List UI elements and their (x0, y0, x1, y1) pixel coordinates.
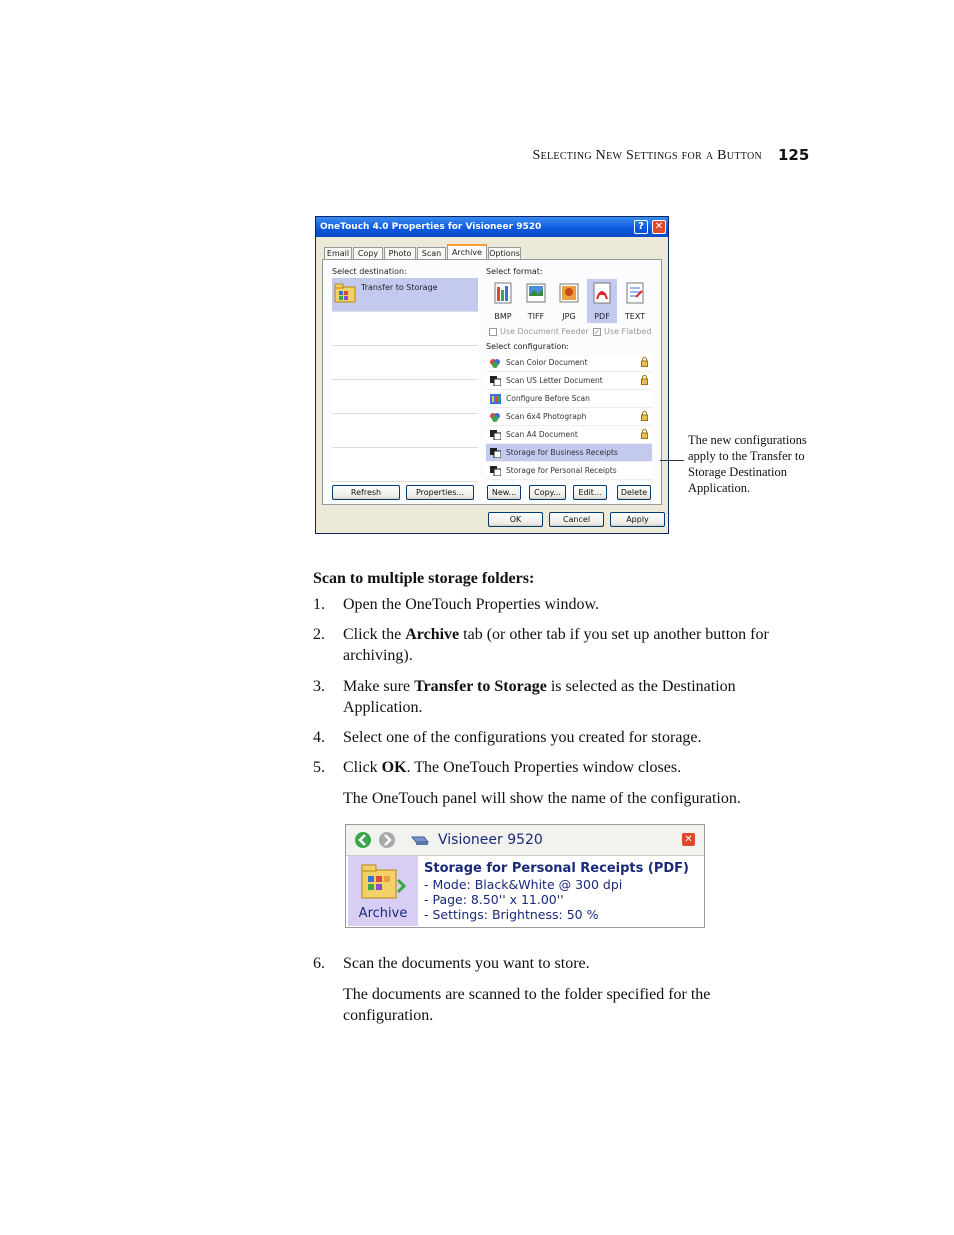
config-item-label: Scan Color Document (506, 358, 588, 367)
bw-document-icon (490, 466, 501, 476)
step-text: Click OK. The OneTouch Properties window closes. (343, 759, 682, 776)
step-text-continued: Application. (343, 699, 423, 716)
back-arrow-icon[interactable] (354, 831, 372, 849)
tab-copy[interactable]: Copy (353, 247, 383, 259)
format-text[interactable] (620, 279, 650, 323)
format-bmp[interactable] (488, 279, 518, 323)
panel-close-button[interactable]: ✕ (682, 833, 695, 846)
properties-dialog (315, 216, 669, 534)
help-button[interactable]: ? (634, 220, 648, 234)
step-number: 5. (313, 759, 325, 776)
format-label: JPG (562, 312, 576, 321)
copy-button[interactable]: Copy... (529, 485, 566, 500)
callout-line: The new configurations (688, 433, 807, 447)
ok-button[interactable]: OK (488, 512, 543, 527)
format-tiff[interactable] (521, 279, 551, 323)
config-item[interactable] (486, 372, 652, 390)
bw-document-icon (490, 376, 501, 386)
config-item-label: Storage for Personal Receipts (506, 466, 617, 475)
delete-button[interactable]: Delete (617, 485, 651, 500)
callout-leader-line (660, 460, 684, 461)
select-format-label: Select format: (486, 267, 543, 276)
step-text: Make sure Transfer to Storage is selected as the Destination (343, 678, 736, 695)
onetouch-panel (345, 824, 705, 928)
callout-line: apply to the Transfer to (688, 449, 805, 463)
destination-empty-row (332, 448, 478, 482)
destination-empty-row (332, 312, 478, 346)
configure-scan-icon (490, 394, 501, 404)
tab-options[interactable]: Options (489, 249, 520, 258)
destination-list (332, 278, 480, 483)
panel-setting-line: - Page: 8.50'' x 11.00'' (424, 892, 564, 907)
config-item-label: Configure Before Scan (506, 394, 590, 403)
destination-empty-row (332, 346, 478, 380)
jpg-format-icon (558, 281, 580, 305)
closing-text-line: The documents are scanned to the folder specified for the (343, 986, 711, 1003)
panel-toolbar (346, 825, 704, 856)
destination-item-label: Transfer to Storage (361, 283, 438, 292)
config-item[interactable] (486, 462, 652, 480)
cancel-button[interactable]: Cancel (549, 512, 604, 527)
select-destination-label: Select destination: (332, 267, 407, 276)
step-number: 6. (313, 955, 325, 972)
archive-button-label: Archive (358, 906, 408, 921)
tab-archive[interactable]: Archive (447, 244, 487, 260)
dialog-title-bar (316, 217, 668, 237)
closing-text-line: configuration. (343, 1007, 434, 1024)
config-item[interactable] (486, 426, 652, 444)
config-item[interactable] (486, 390, 652, 408)
format-label: BMP (494, 312, 512, 321)
bw-document-icon (490, 430, 501, 440)
destination-empty-row (332, 380, 478, 414)
new-button[interactable]: New... (487, 485, 521, 500)
panel-config-title: Storage for Personal Receipts (PDF) (424, 861, 689, 876)
section-heading: Scan to multiple storage folders: (313, 570, 535, 587)
tab-scan[interactable]: Scan (417, 247, 446, 259)
bw-document-icon (490, 448, 501, 458)
config-item-label: Scan A4 Document (506, 430, 578, 439)
callout-text (688, 432, 828, 496)
archive-button-tile[interactable] (348, 856, 418, 926)
callout-line: Storage Destination (688, 465, 787, 479)
bmp-format-icon (492, 281, 514, 305)
panel-setting-line: - Settings: Brightness: 50 % (424, 907, 599, 922)
dialog-title: OneTouch 4.0 Properties for Visioneer 9520 (320, 222, 542, 232)
config-item-label: Scan 6x4 Photograph (506, 412, 587, 421)
format-label: TIFF (527, 312, 545, 321)
lock-icon (641, 357, 648, 367)
callout-line: Application. (688, 481, 751, 495)
step-number: 3. (313, 678, 325, 695)
step-text: Select one of the configurations you created for storage. (343, 729, 702, 746)
forward-arrow-icon[interactable] (378, 831, 396, 849)
scanner-icon (410, 833, 430, 847)
step-number: 4. (313, 729, 325, 746)
properties-button[interactable]: Properties... (406, 485, 474, 500)
color-scan-icon (490, 358, 501, 368)
config-item[interactable] (486, 354, 652, 372)
format-label: PDF (594, 312, 610, 321)
step-number: 1. (313, 596, 325, 613)
device-name: Visioneer 9520 (438, 832, 543, 848)
destination-empty-row (332, 414, 478, 448)
tab-email[interactable]: Email (324, 247, 352, 259)
use-flatbed-label: Use Flatbed (604, 327, 652, 336)
step-note: The OneTouch panel will show the name of the configuration. (343, 790, 741, 807)
format-pdf[interactable] (587, 279, 617, 323)
archive-folder-icon (360, 860, 406, 902)
lock-icon (641, 375, 648, 385)
format-jpg[interactable] (554, 279, 584, 323)
refresh-button[interactable]: Refresh (332, 485, 400, 500)
step-number: 2. (313, 626, 325, 643)
tiff-format-icon (525, 281, 547, 305)
step-text: Click the Archive tab (or other tab if you set up another button for (343, 626, 769, 643)
close-button[interactable]: ✕ (652, 220, 666, 234)
panel-setting-line: - Mode: Black&White @ 300 dpi (424, 877, 623, 892)
lock-icon (641, 411, 648, 421)
step-text: Scan the documents you want to store. (343, 955, 590, 972)
running-header-title: Selecting New Settings for a Button (532, 148, 762, 163)
config-item[interactable] (486, 408, 652, 426)
use-document-feeder-label: Use Document Feeder (500, 327, 589, 336)
folder-icon (334, 281, 358, 305)
page-number: 125 (778, 146, 810, 164)
step-text-continued: archiving). (343, 647, 413, 664)
config-item-selected[interactable] (486, 444, 652, 462)
lock-icon (641, 429, 648, 439)
text-format-icon (624, 281, 646, 305)
config-item-label: Storage for Business Receipts (506, 448, 618, 457)
tab-photo[interactable]: Photo (384, 247, 416, 259)
use-flatbed-checkbox[interactable]: ✓ (594, 328, 600, 336)
pdf-format-icon (591, 281, 613, 305)
photo-scan-icon (490, 412, 501, 422)
config-item-label: Scan US Letter Document (506, 376, 603, 385)
format-label: TEXT (624, 312, 646, 321)
apply-button[interactable]: Apply (610, 512, 665, 527)
destination-item-transfer-to-storage[interactable] (332, 278, 478, 312)
step-text: Open the OneTouch Properties window. (343, 596, 600, 613)
edit-button[interactable]: Edit... (573, 485, 607, 500)
use-document-feeder-checkbox[interactable] (489, 328, 497, 336)
select-configuration-label: Select configuration: (486, 342, 569, 351)
